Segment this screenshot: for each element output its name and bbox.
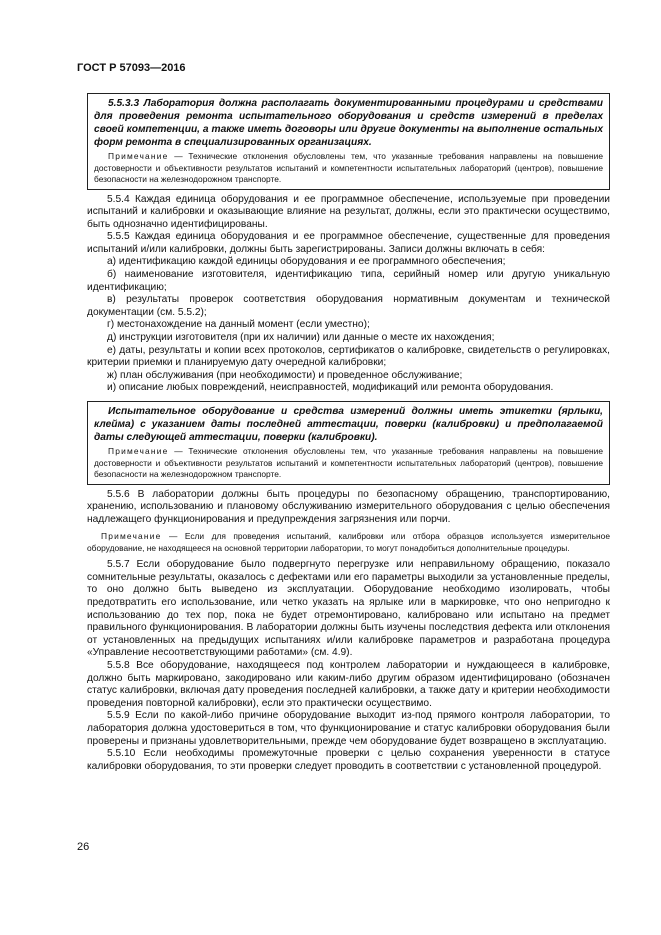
requirement-labels: Испытательное оборудование и средства измерений должны иметь этикетки (ярлыки, клейма) с указанием даты последней аттестации, поверки (калибровки) и предполагаемой даты следующей аттестации, поверки (калибровки). [94,406,603,443]
list-item: д) инструкции изготовителя (при их наличии) или данные о месте их нахождения; [107,332,495,344]
list-item: а) идентификацию каждой единицы оборудования и ее программного обеспечения; [107,256,506,268]
list-item: г) местонахождение на данный момент (если уместно); [107,319,370,331]
note-box-2 [94,446,603,481]
list-item: е) даты, результаты и копии всех протоколов, сертификатов о калибровке, свидетельств о регулировках, критерии приемки и планируемую дату очередной калибровки; [87,344,610,369]
paragraph-5-5-8: 5.5.8 Все оборудование, находящееся под контролем лаборатории и нуждающееся в калибровке, должно быть маркировано, закодировано или каким-либо другим образом идентифицировано (обозначен статус калибровки, включая дату проведения последней калибровки, а также дату и критерии необходимости проведения повторной калибровки), если это практически осуществимо. [87,660,610,709]
paragraph-5-5-5: 5.5.5 Каждая единица оборудования и ее программное обеспечение, существенные для проведения испытаний и/или калибровки, должны быть зарегистрированы. Записи должны включать в себя: [87,231,610,255]
page-number: 26 [77,841,90,853]
paragraph-5-5-10: 5.5.10 Если необходимы промежуточные проверки с целью сохранения уверенности в статусе калибровки оборудования, то эти проверки следует проводить в соответствии с установленной процедурой. [87,748,610,772]
note-text: — Если для проведения испытаний, калибровки или отбора образцов используется измерительное оборудование, не находящееся на основной территории лаборатории, то могут понадобиться дополнительные процедуры. [87,531,610,553]
note-label: Примечание [108,446,169,456]
deviation-box-1 [87,93,610,190]
page-content [87,93,610,773]
paragraph-5-5-9: 5.5.9 Если по какой-либо причине оборудование выходит из-под прямого контроля лаборатории, то лаборатория должна удостовериться в том, что функционирование и статус калибровки оборудования были проверены и признаны удовлетворительными, прежде чем оборудование будет возвращено в эксплуатацию. [87,710,610,747]
note-label: Примечание [101,531,162,542]
note-box-1 [94,151,603,186]
document-header: ГОСТ Р 57093—2016 [77,62,186,74]
paragraph-5-5-4: 5.5.4 Каждая единица оборудования и ее программное обеспечение, используемые при проведении испытаний и калибровки и оказывающие влияние на результат, должны, если это практически осуществимо, быть однозначно идентифицированы. [87,193,610,230]
paragraph-5-5-6: 5.5.6 В лаборатории должны быть процедуры по безопасному обращению, транспортированию, хранению, использованию и плановому обслуживанию измерительного оборудования с целью обеспечения надлежащего функционирования и предупреждения загрязнения или порчи. [87,488,610,525]
list-item: и) описание любых повреждений, неисправностей, модификаций или ремонта оборудования. [107,382,554,394]
note-label: Примечание [108,151,169,161]
note-text: — Технические отклонения обусловлены тем, что указанные требования направлены на повышение достоверности и объективности результатов испытаний и компетентности испытательных лабораторий (центров), повышение безопасности на железнодорожном транспорте. [94,446,603,479]
paragraph-5-5-7: 5.5.7 Если оборудование было подвергнуто перегрузке или неправильному обращению, показало сомнительные результаты, оказалось с дефектами или его параметры выходили за установленные пределы, то оно должно быть выведено из эксплуатации. Оборудование необходимо изолировать, чтобы предотвратить его использование, или четко указать на ярлыке или в маркировке, что оно непригодно к использованию до тех пор, пока не будет отремонтировано, калибровано или испытано на предмет правильного функционирования. В лаборатории должны быть изучены последствия дефекта или отклонения от установленных на предыдущих испытаниях и/или калибровке параметров и разработана процедура «Управление несоответствующими работами» (см. 4.9). [87,559,610,659]
deviation-box-2 [87,401,610,485]
requirement-5-5-3-3: 5.5.3.3 Лаборатория должна располагать документированными процедурами и средствами для проведения ремонта испытательного оборудования и средств измерений в пределах своей компетенции, а также иметь договоры или другие документы на выполнение остальных форм ремонта в специализированных организациях. [94,98,603,148]
list-item: ж) план обслуживания (при необходимости) и проведенное обслуживание; [107,369,463,381]
list-item: в) результаты проверок соответствия оборудования нормативным документам и технической документации (см. 5.5.2); [87,294,610,318]
note-text: — Технические отклонения обусловлены тем, что указанные требования направлены на повышение достоверности и объективности результатов испытаний и компетентности испытательных лабораторий (центров), повышение безопасности на железнодорожном транспорте. [94,151,603,184]
list-item: б) наименование изготовителя, идентификацию типа, серийный номер или другую уникальную идентификацию; [87,269,610,293]
note-5-5-6 [87,531,610,554]
